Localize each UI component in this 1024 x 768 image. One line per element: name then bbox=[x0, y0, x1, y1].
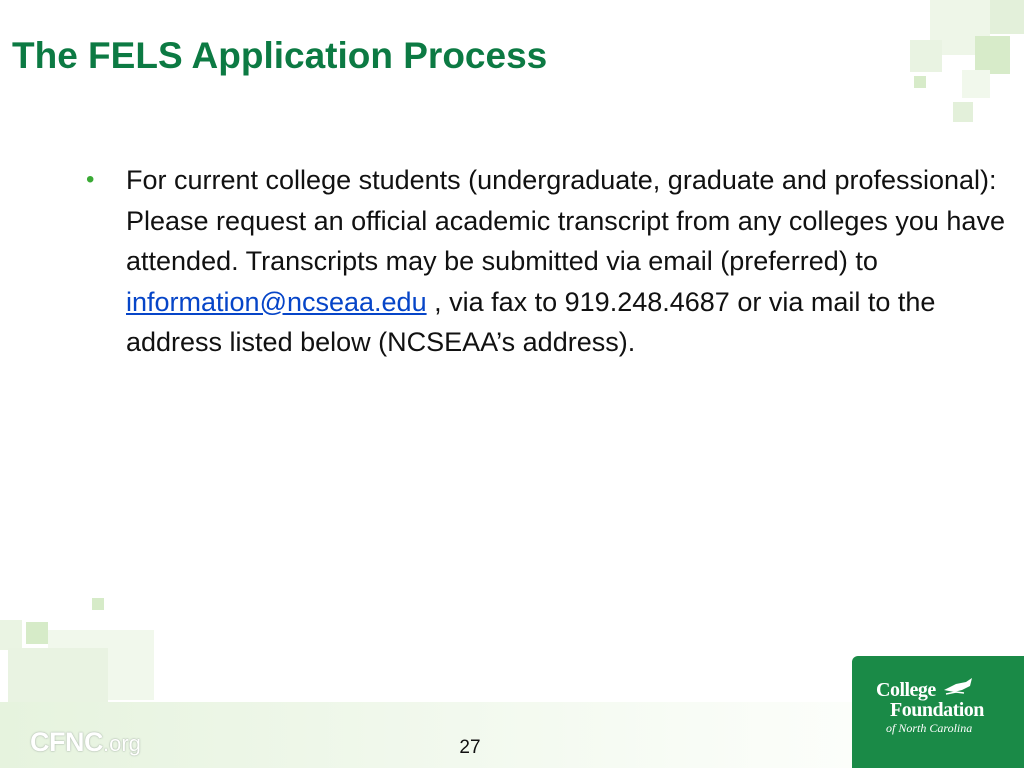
decorative-square bbox=[914, 76, 926, 88]
decorative-square bbox=[26, 622, 48, 644]
cfnc-logo-main: CFNC bbox=[30, 727, 103, 757]
decorative-square bbox=[990, 0, 1024, 34]
bullet-text-after: , via fax to 919.248.4687 or via mail to the address listed below (NCSEAA’s address). bbox=[126, 286, 936, 357]
north-carolina-map-icon bbox=[942, 676, 974, 698]
badge-line-north-carolina: of North Carolina bbox=[886, 721, 973, 735]
bullet-list bbox=[86, 160, 1016, 363]
cfnc-logo-suffix: .org bbox=[103, 731, 141, 756]
badge-line-college: College bbox=[876, 679, 936, 701]
badge-line-foundation: Foundation bbox=[890, 699, 984, 721]
bullet-item bbox=[86, 160, 1016, 363]
decorative-square bbox=[8, 648, 108, 704]
slide-title: The FELS Application Process bbox=[12, 35, 548, 76]
email-link[interactable]: information@ncseaa.edu bbox=[126, 286, 427, 317]
page-number: 27 bbox=[459, 737, 481, 758]
decorative-square bbox=[953, 102, 973, 122]
decorative-square bbox=[910, 40, 942, 72]
college-foundation-badge bbox=[852, 656, 1024, 768]
cfnc-logo bbox=[30, 727, 141, 762]
decorative-square bbox=[0, 620, 22, 650]
decorative-square bbox=[92, 598, 104, 610]
decorative-square bbox=[975, 36, 1010, 74]
decorative-square bbox=[962, 70, 990, 98]
bullet-dot-icon: • bbox=[86, 166, 95, 193]
bullet-text-before: For current college students (undergraduate, graduate and professional): Please request an official academic transcript from any colleges you have attended. Transcripts may be submitted via email (preferred) to bbox=[126, 165, 1005, 276]
